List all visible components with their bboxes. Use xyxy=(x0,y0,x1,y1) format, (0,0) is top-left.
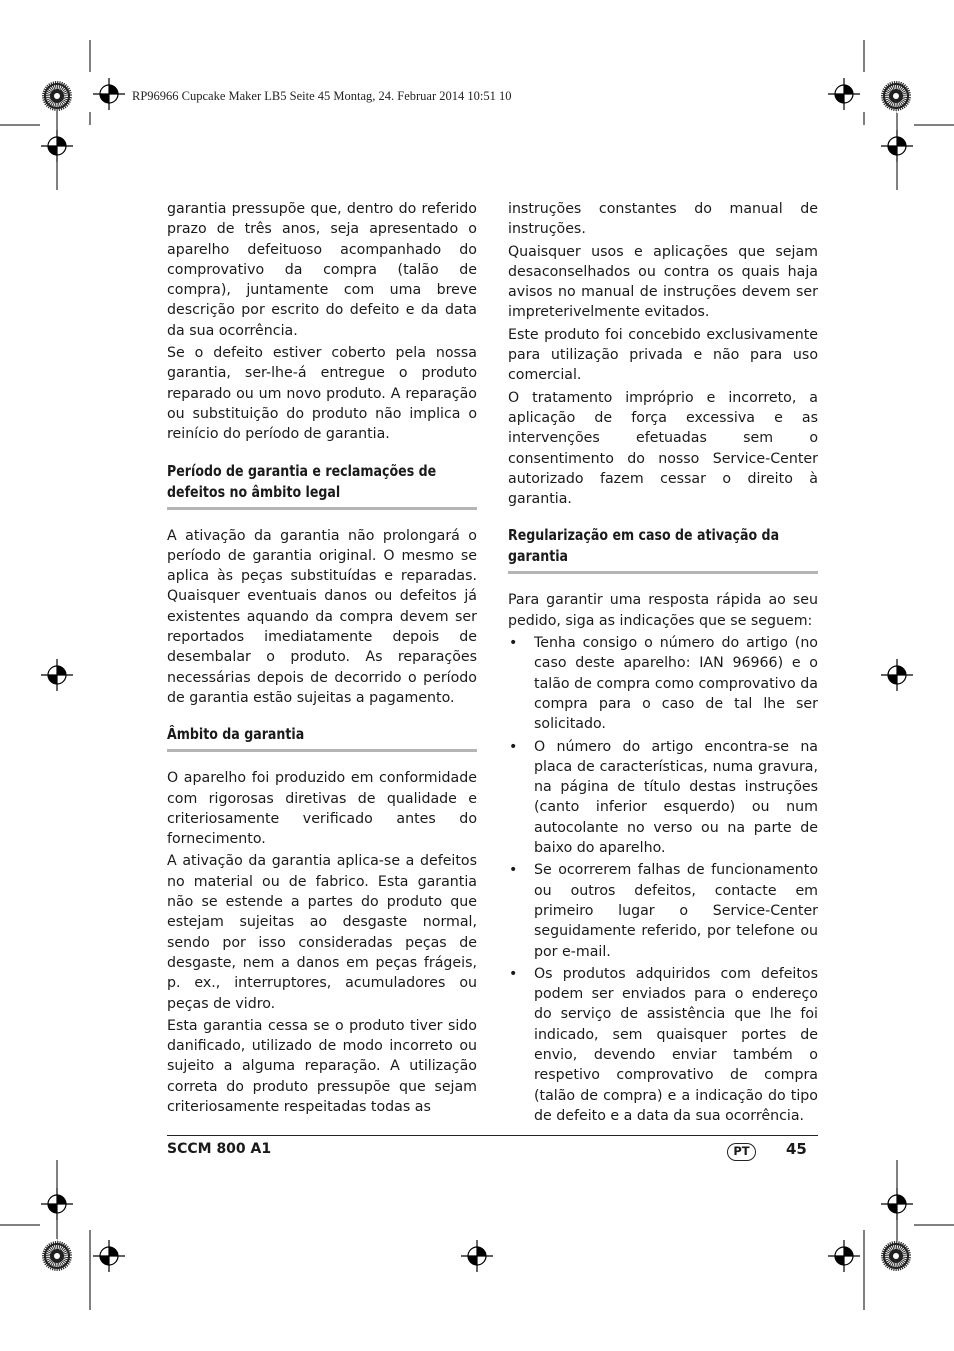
section-heading: Regularização em caso de ativação da garantia xyxy=(508,525,818,574)
list-item-text: Os produtos adquiridos com defeitos podem ser enviados para o endereço do serviço de assistência que lhe foi indicado, sem quaisquer portes de envio, devendo enviar também o respetivo comprovativo de compra (talão de compra) e a indicação do tipo de defeito e a data da sua ocorrência. xyxy=(534,965,818,1124)
bullet-list xyxy=(508,633,818,1126)
list-item-text: Se ocorrerem falhas de funcionamento ou outros defeitos, contacte em primeiro lugar o Service-Center seguidamente referido, por telefone ou por e-mail. xyxy=(534,862,818,960)
bullet-icon: • xyxy=(509,965,518,982)
bullet-icon: • xyxy=(509,862,518,879)
list-item xyxy=(508,737,818,859)
right-column xyxy=(508,199,818,1128)
section-heading: Âmbito da garantia xyxy=(167,724,477,752)
list-item-text: O número do artigo encontra-se na placa de características, numa gravura, na página de título destas instruções (canto inferior esquerdo) ou num autocolante no verso ou na parte de baixo do aparelho. xyxy=(534,738,818,857)
list-item xyxy=(508,633,818,734)
page-number: 45 xyxy=(786,1140,807,1158)
paragraph: Se o defeito estiver coberto pela nossa garantia, ser-lhe-á entregue o produto reparado ou um novo produto. A reparação ou substituição do produto não implica o reinício do período de garantia. xyxy=(167,345,477,443)
paragraph: Para garantir uma resposta rápida ao seu pedido, siga as indicações que se seguem: xyxy=(508,592,818,629)
paragraph: Este produto foi concebido exclusivamente para utilização privada e não para uso comercial. xyxy=(508,326,818,384)
paragraph: garantia pressupõe que, dentro do referido prazo de três anos, seja apresentado o aparelho defeituoso acompanhado do comprovativo da compra (talão de compra), juntamente com uma breve descrição por escrito do defeito e da data da sua ocorrência. xyxy=(167,201,477,339)
section-heading-legal-period xyxy=(167,461,477,510)
section-heading-warranty-scope xyxy=(167,724,477,752)
paragraph: O tratamento impróprio e incorreto, a aplicação de força excessiva e as intervenções efetuadas sem o consentimento do nosso Service-Center autorizado fazem cessar o direito à garantia. xyxy=(508,389,818,508)
model-number: SCCM 800 A1 xyxy=(167,1141,272,1157)
paragraph: instruções constantes do manual de instruções. xyxy=(508,201,818,238)
bullet-icon: • xyxy=(509,738,518,755)
section-heading: Período de garantia e reclamações de defeitos no âmbito legal xyxy=(167,461,477,510)
list-item xyxy=(508,964,818,1126)
paragraph: Quaisquer usos e aplicações que sejam desaconselhados ou contra os quais haja avisos no manual de instruções devem ser impreterivelmente evitados. xyxy=(508,243,818,321)
list-item xyxy=(508,860,818,961)
list-item-text: Tenha consigo o número do artigo (no caso deste aparelho: IAN 96966) e o talão de compra como comprovativo da compra para o caso de tal lhe ser solicitado. xyxy=(534,635,818,733)
paragraph: A ativação da garantia aplica-se a defeitos no material ou de fabrico. Esta garantia não se estende a partes do produto que estejam sujeitas ao desgaste normal, sendo por isso consideradas peças de desgaste, nem a danos em peças frágeis, p. ex., interruptores, acumuladores ou peças de vidro. xyxy=(167,853,477,1012)
print-header: RP96966 Cupcake Maker LB5 Seite 45 Montag, 24. Februar 2014 10:51 10 xyxy=(132,89,512,103)
left-column xyxy=(167,199,477,1119)
footer-divider xyxy=(167,1135,818,1136)
section-heading-claim-procedure xyxy=(508,525,818,574)
bullet-icon: • xyxy=(509,635,518,652)
language-badge: PT xyxy=(727,1143,756,1161)
paragraph: Esta garantia cessa se o produto tiver sido danificado, utilizado de modo incorreto ou sujeito a alguma reparação. A utilização correta do produto pressupõe que sejam criteriosamente respeitadas todas as xyxy=(167,1017,477,1115)
paragraph: O aparelho foi produzido em conformidade com rigorosas diretivas de qualidade e criteriosamente verificado antes do fornecimento. xyxy=(167,770,477,848)
paragraph: A ativação da garantia não prolongará o período de garantia original. O mesmo se aplica às peças substituídas e reparadas. Quaisquer eventuais danos ou defeitos já existentes aquando da compra devem ser reportados imediatamente depois de desembalar o produto. As reparações necessárias depois de decorrido o período de garantia estão sujeitas a pagamento. xyxy=(167,527,477,706)
